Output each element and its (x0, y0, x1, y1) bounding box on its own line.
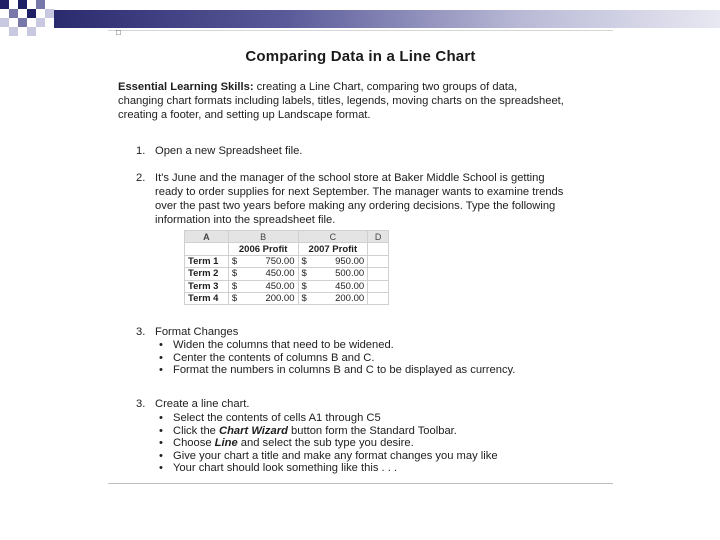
table-cell (368, 280, 389, 292)
currency-symbol: $ (301, 293, 307, 305)
step-1 (136, 144, 606, 158)
bullet-icon: • (159, 351, 163, 364)
list-item (155, 364, 605, 377)
corner-mark-icon: □ (116, 28, 121, 37)
chart-wizard-label: Chart Wizard (219, 424, 288, 437)
intro-line: creating a footer, and setting up Landscape format. (118, 109, 371, 121)
list-item (155, 450, 605, 463)
list-item-text: Give your chart a title and make any format changes you may like (173, 449, 498, 462)
step-line: It's June and the manager of the school store at Baker Middle School is getting (155, 172, 545, 184)
list-item-text: and select the sub type you desire. (237, 437, 414, 450)
table-cell: 2007 Profit (298, 243, 368, 255)
amount: 500.00 (335, 268, 365, 280)
column-header-row (185, 231, 389, 243)
step-3-format-changes (136, 325, 606, 339)
step-text: Create a line chart. (155, 398, 250, 410)
list-item (155, 462, 605, 475)
list-item-text: Your chart should look something like this . . . (173, 462, 398, 475)
table-cell (368, 268, 389, 280)
table-cell: 2006 Profit (228, 243, 298, 255)
currency-symbol: $ (301, 268, 307, 280)
decorative-banner (54, 10, 720, 28)
table-cell (228, 280, 298, 292)
table-row (185, 280, 389, 292)
bullet-icon: • (159, 424, 163, 437)
table-row (185, 255, 389, 267)
decorative-checker-pattern (0, 0, 54, 42)
worksheet-document (108, 28, 613, 484)
column-header: C (298, 231, 368, 243)
list-item-text: Widen the columns that need to be widened. (173, 339, 394, 351)
currency-symbol: $ (231, 268, 238, 280)
table-cell (298, 292, 368, 304)
amount: 450.00 (335, 280, 365, 292)
step-number: 2. (136, 172, 146, 184)
amount: 200.00 (265, 293, 295, 305)
term-cell: Term 2 (185, 268, 229, 280)
amount: 450.00 (265, 268, 295, 280)
line-chart-steps-list (155, 412, 605, 475)
step-text (155, 171, 600, 227)
list-item-text: Select the contents of cells A1 through C5 (173, 412, 381, 424)
line-label: Line (214, 437, 238, 450)
list-item-text: Choose (173, 437, 215, 450)
format-changes-list (155, 339, 605, 377)
table-cell (228, 292, 298, 304)
amount: 950.00 (335, 255, 365, 267)
table-cell (228, 268, 298, 280)
currency-symbol: $ (301, 280, 307, 292)
step-2 (136, 171, 606, 227)
list-item (155, 339, 605, 352)
list-item-text: Click the (173, 424, 220, 437)
table-row (185, 268, 389, 280)
step-3-create-line-chart (136, 397, 606, 411)
amount: 750.00 (265, 255, 295, 267)
table-cell (228, 255, 298, 267)
bullet-icon: • (159, 339, 163, 351)
step-number: 1. (136, 145, 146, 157)
step-number: 3. (136, 326, 146, 338)
table-cell (298, 280, 368, 292)
list-item-text: Center the contents of columns B and C. (173, 351, 375, 364)
intro-lead: Essential Learning Skills: (118, 81, 254, 93)
currency-symbol: $ (231, 280, 238, 292)
bullet-icon: • (159, 462, 163, 475)
document-top-rule (108, 30, 613, 31)
table-cell (368, 292, 389, 304)
step-line: over the past two years before making any ordering decisions. Type the following (155, 200, 556, 212)
amount: 200.00 (335, 293, 365, 305)
intro-line: creating a Line Chart, comparing two groups of data, (253, 81, 518, 93)
amount: 450.00 (265, 280, 295, 292)
term-cell: Term 4 (185, 292, 229, 304)
table-cell (368, 255, 389, 267)
column-header: A (185, 231, 229, 243)
list-item (155, 425, 605, 438)
table-cell (368, 243, 389, 255)
bullet-icon: • (159, 412, 163, 424)
intro-paragraph (118, 80, 608, 122)
step-line: information into the spreadsheet file. (155, 214, 336, 226)
bullet-icon: • (159, 437, 163, 450)
list-item-text: button form the Standard Toolbar. (287, 424, 457, 437)
bullet-icon: • (159, 364, 163, 377)
term-cell: Term 3 (185, 280, 229, 292)
list-item (155, 437, 605, 450)
table-cell (298, 268, 368, 280)
step-text: Open a new Spreadsheet file. (155, 145, 303, 157)
step-number: 3. (136, 398, 146, 410)
list-item (155, 412, 605, 425)
currency-symbol: $ (301, 255, 307, 267)
step-line: ready to order supplies for next September. The manager wants to examine trends (155, 186, 564, 198)
list-item (155, 352, 605, 365)
currency-symbol: $ (231, 293, 238, 305)
table-cell (298, 255, 368, 267)
spreadsheet-table (184, 230, 389, 305)
step-text: Format Changes (155, 326, 239, 338)
currency-symbol: $ (231, 255, 238, 267)
term-cell: Term 1 (185, 255, 229, 267)
table-cell (185, 243, 229, 255)
intro-line: changing chart formats including labels, titles, legends, moving charts on the spreadsheet, (118, 95, 564, 107)
label-row (185, 243, 389, 255)
bullet-icon: • (159, 449, 163, 462)
column-header: D (368, 231, 389, 243)
column-header: B (228, 231, 298, 243)
page-title: Comparing Data in a Line Chart (245, 48, 476, 65)
list-item-text: Format the numbers in columns B and C to be displayed as currency. (173, 364, 516, 377)
table-row (185, 292, 389, 304)
